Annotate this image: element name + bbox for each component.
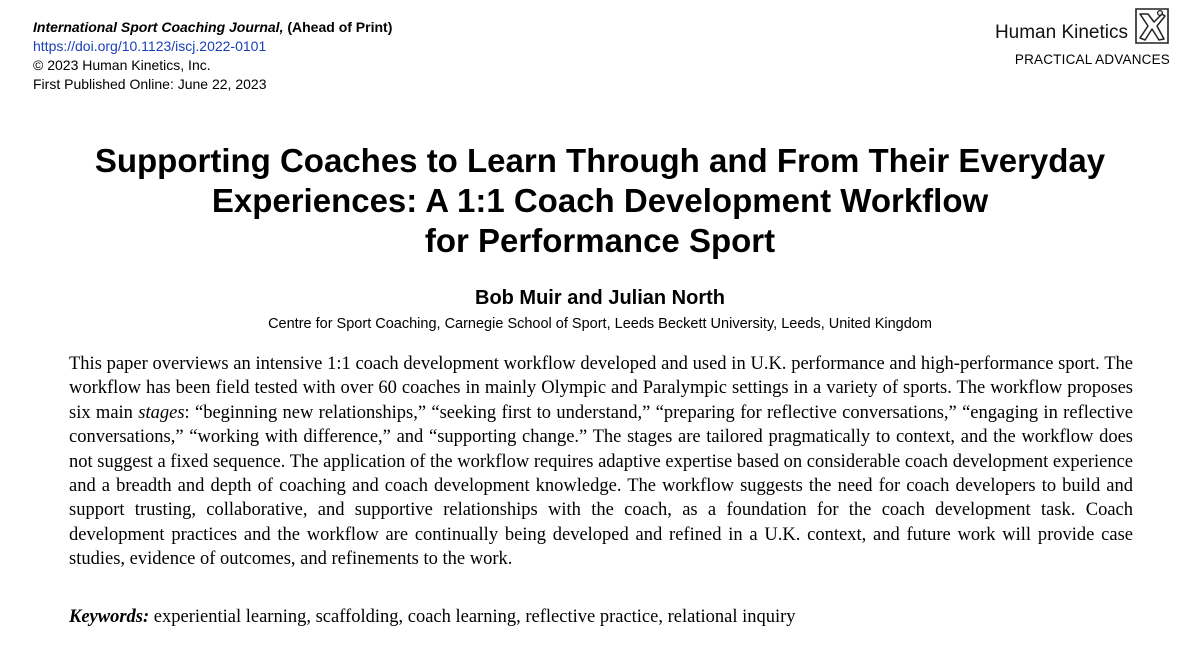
doi-link[interactable]: https://doi.org/10.1123/iscj.2022-0101 [33, 38, 267, 54]
human-kinetics-logo-icon [1134, 6, 1170, 46]
keywords-label: Keywords [69, 607, 143, 627]
article-title [0, 141, 1200, 261]
journal-header [33, 18, 392, 94]
keywords-list: experiential learning, scaffolding, coach learning, reflective practice, relational inquiry [153, 607, 796, 627]
copyright-line: © 2023 Human Kinetics, Inc. [33, 57, 211, 73]
abstract-text-end: : “beginning new relationships,” “seeking first to understand,” “preparing for reflective conversations,” “engaging in reflective conversations,” “working with difference,” and “supporting change.” The stages are tailored pragmatically to context, and the workflow does not suggest a fixed sequence. The application of the workflow requires adaptive expertise based on considerable coach development experience and a breadth and depth of coaching and coach development knowledge. The workflow suggests the need for coach developers to build and support trusting, collaborative, and supportive relationships with the coach, as a foundation for the coach development task. Coach development practices and the workflow are continually being developed and refined in a U.K. context, and future work will provide case studies, evidence of outcomes, and refinements to the work. [69, 402, 1133, 570]
journal-status: (Ahead of Print) [287, 19, 393, 35]
abstract-emphasis: stages [138, 402, 185, 423]
abstract [69, 352, 1133, 572]
journal-citation [33, 18, 392, 37]
publisher-header [995, 6, 1170, 67]
first-published-line: First Published Online: June 22, 2023 [33, 76, 267, 92]
article-type-label: PRACTICAL ADVANCES [1014, 52, 1170, 67]
abstract-text-start: This paper overviews an intensive 1:1 coach development workflow developed and used in U.K. performance and high-performance sport. The workflow has been field tested with over 60 coaches in mainly Olympic and Paralympic settings in a variety of sports. The workflow proposes six main [69, 354, 1133, 423]
title-line: Experiences: A 1:1 Coach Development Workflow [211, 182, 989, 219]
journal-name: International Sport Coaching Journal, [33, 19, 284, 35]
keywords-section: Keywords: experiential learning, scaffolding, coach learning, reflective practice, relational inquiry [69, 607, 796, 627]
article-authors: Bob Muir and Julian North [475, 287, 725, 309]
title-line: Supporting Coaches to Learn Through and From Their Everyday [94, 142, 1106, 179]
title-line: for Performance Sport [424, 222, 776, 259]
author-affiliation: Centre for Sport Coaching, Carnegie School of Sport, Leeds Beckett University, Leeds, United Kingdom [268, 316, 932, 332]
publisher-name: Human Kinetics [994, 22, 1128, 43]
